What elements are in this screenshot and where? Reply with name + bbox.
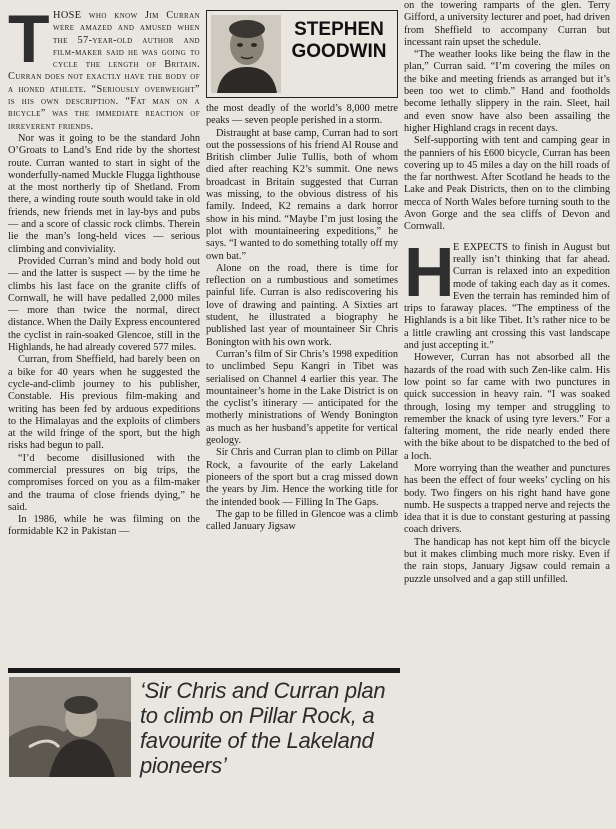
byline-box	[206, 10, 398, 98]
paragraph: More worrying than the weather and punctures has been the effect of four weeks’ cycling on his body. Two fingers on his right hand have gone numb. He suspects a trapped nerve and rejects the idea that it is due to constant gesturing at passing coach drivers.	[404, 462, 610, 536]
author-first-name: STEPHEN	[294, 19, 384, 40]
author-last-name: GOODWIN	[291, 41, 387, 62]
paragraph: the most deadly of the world’s 8,000 metre peaks — seven people perished in a storm.	[206, 103, 398, 127]
paragraph: Provided Curran’s mind and body hold out — and the latter is suspect — by the time he climbs his last face on the granite cliffs of Cornwall, he will have pedalled 2,000 miles — more than twice the normal, direct distance. When the Daily Express encountered the cyclist in rain-soaked Glencoe, still in the Highlands, he had already covered 577 miles.	[8, 255, 200, 354]
author-portrait	[211, 15, 281, 93]
drop-cap-t: T	[8, 10, 50, 77]
paragraph: Nor was it going to be the standard John O’Groats to Land’s End ride by the shortest route. Curran wanted to start in sight of the wonderfully-named Muckle Flugga lighthouse at the most northerly tip of Shetland. From there, a winding route south would take in old friends, new friends met in lay-bys and pubs — and a score of classic rock climbs. Therein lie the man’s long-held vices — serious climbing and conviviality.	[8, 132, 200, 255]
paragraph: Alone on the road, there is time for reflection on a rumbustious and sometimes painful life. Curran is also rediscovering his love of drawing and painting. A Sixties art student, he illustrated a biography he published last year of mountaineer Sir Chris Bonington with his own work.	[206, 262, 398, 348]
section-divider	[8, 668, 400, 673]
paragraph: “I’d become disillusioned with the commercial pressures on big trips, the compromises forced on you as a film-maker and the trauma of close friends dying,” he said.	[8, 452, 200, 513]
paragraph: However, Curran has not absorbed all the hazards of the road with such Zen-like calm. His low point so far came with two punctures in quick succession in heavy rain. “I was soaked through, losing my temper and struggling to remember the knack of using tyre levers.” For a faltering moment, the ride nearly ended there with the bike about to be dispatched to the bed of a loch.	[404, 352, 610, 462]
article-column-1	[8, 10, 200, 662]
drop-cap-h: H	[404, 232, 455, 311]
paragraph: “The weather looks like being the flaw in the plan,” Curran said. “I’m covering the miles on the bike and meeting friends as arranged but it’s been too wet to climb.” Hand and footholds become lethally slippery in the rain. Sleet, hail and even snow have also been assailing the higher Highland crags in recent days.	[404, 49, 610, 134]
article-column-3	[404, 0, 610, 826]
climber-photo	[9, 677, 131, 777]
section-lead-paragraph	[404, 232, 610, 353]
section-lead-text: E EXPECTS to finish in August but really isn’t thinking that far ahead. Curran is relaxed into an expedition mode of taking each day as it comes. Even the terrain has reminded him of trips to faraway places. “The emptiness of the Highlands is a bit like Tibet. It’s rather nice to be a little crawling ant crossing this vast landscape and just accepting it.”	[404, 241, 610, 352]
paragraph: on the towering ramparts of the glen. Terry Gifford, a university lecturer and poet, had driven from Sheffield to accompany Curran but incessant rain upset the schedule.	[404, 0, 610, 48]
paragraph: Sir Chris and Curran plan to climb on Pillar Rock, a favourite of the early Lakeland pioneers of the sport but a crag missed down the years by Jim. Hence the working title for the intended book — Filling In The Gaps.	[206, 447, 398, 508]
paragraph: The handicap has not kept him off the bicycle but it makes climbing much more risky. Even if the rain stops, January Jigsaw could remain a puzzle unsolved and a gap still unfilled.	[404, 536, 610, 585]
paragraph: Distraught at base camp, Curran had to sort out the possessions of his friend Al Rouse and British climber Julie Tullis, both of whom died after reaching K2’s summit. One news broadcast in Britain suggested that Curran was missing, to the obvious distress of his family. Indeed, K2 remains a dark horror show in his mind. “Maybe I’m just losing the plot with mountaineering expeditions,” he says. “I wanted to do something totally off my own bat.”	[206, 127, 398, 262]
paragraph: In 1986, while he was filming on the formidable K2 in Pakistan —	[8, 514, 200, 538]
article-column-2	[206, 103, 398, 665]
paragraph: Self-supporting with tent and camping gear in the panniers of his £600 bicycle, Curran has been covering up to 45 miles a day on the hill roads of the far northwest. After Scotland he heads to the Lake and Peak Districts, then on to the climbing mecca of North Wales before turning south to the Avon Gorge and the sea cliffs of Devon and Cornwall.	[404, 135, 610, 233]
paragraph: The gap to be filled in Glencoe was a climb called January Jigsaw	[206, 508, 398, 533]
lead-paragraph	[8, 10, 200, 133]
author-name	[283, 19, 395, 63]
paragraph: Curran, from Sheffield, had barely been on a bike for 40 years when he suggested the cycle-and-climb journey to his publisher, Constable. His previous film-making and writing has been fed by arduous expeditions to the Himalayas and the exploits of climbers at the wild fringe of the sport, but the high risks had begun to pall.	[8, 354, 200, 452]
pull-quote: ‘Sir Chris and Curran plan to climb on Pillar Rock, a favourite of the Lakeland pioneers’	[140, 678, 386, 778]
paragraph: Curran’s film of Sir Chris’s 1998 expedition to unclimbed Sepu Kangri in Tibet was serialised on Channel 4 earlier this year. The mountaineer’s home in the Lake District is on the cyclist’s itinerary — anticipated for the motherly ministrations of Wendy Bonington as much as her husband’s appetite for vertical geology.	[206, 348, 398, 447]
lead-text: HOSE who know Jim Curran were amazed and amused when the 57-year-old author and film-maker said he was going to cycle the length of Britain. Curran does not exactly have the body of a honed athlete. “Seriously overweight” is his own description. “Fat man on a bicycle” was the immediate reaction of irreverent friends.	[8, 10, 200, 132]
